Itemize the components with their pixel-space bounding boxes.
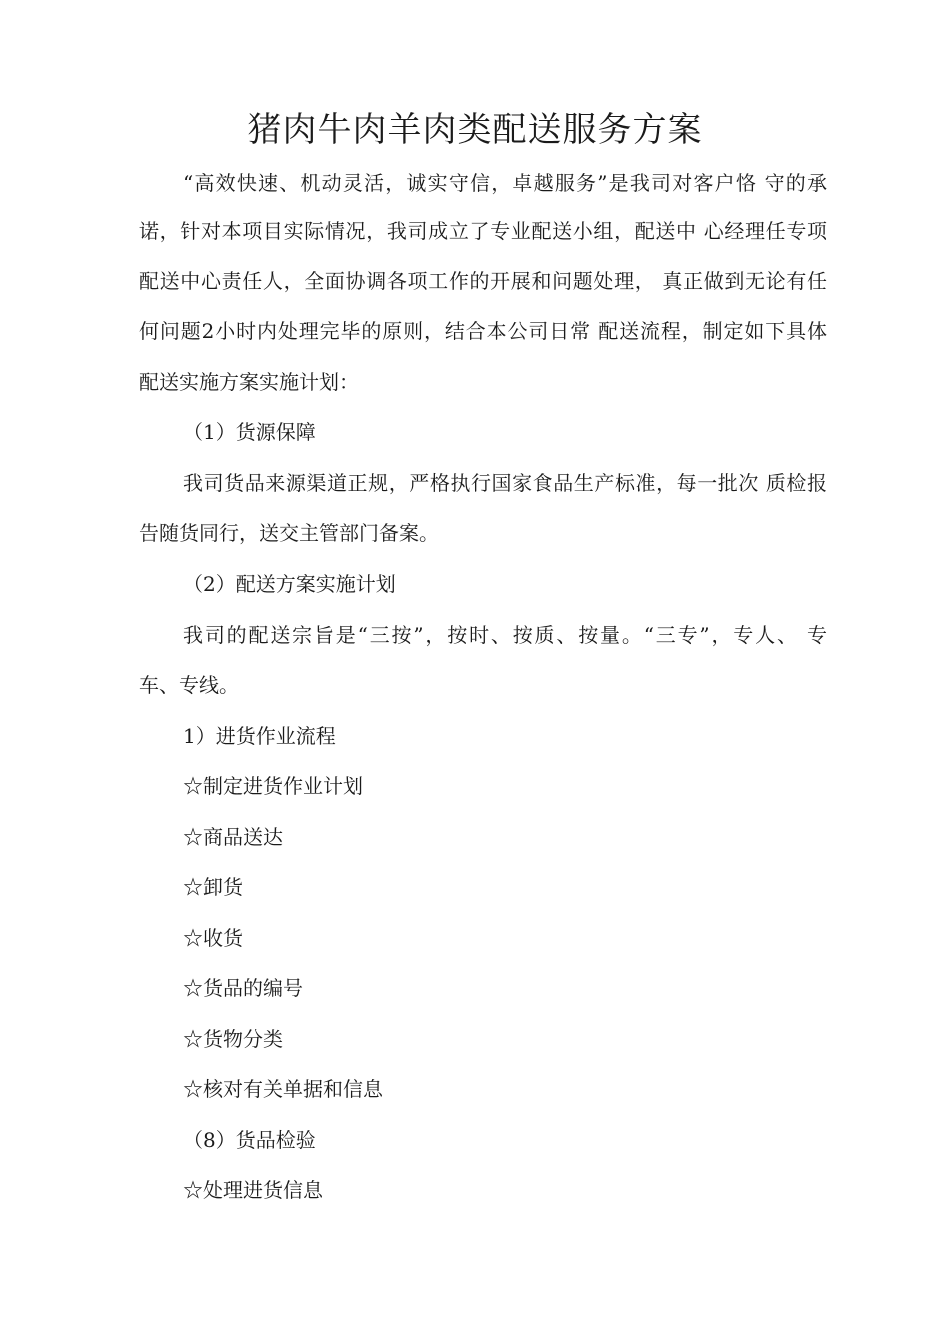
process-item: ☆货物分类 [183,1027,283,1051]
section1-line-2: 告随货同行，送交主管部门备案。 [139,521,439,545]
section1-line-1: 我司货品来源渠道正规，严格执行国家食品生产标准，每一批次 质检报 [183,471,827,495]
section2-line-2: 车、专线。 [139,673,239,697]
section2-heading: （2）配送方案实施计划 [183,572,396,596]
intro-line-2: 诺，针对本项目实际情况，我司成立了专业配送小组，配送中 心经理任专项 [139,219,827,243]
process-item: ☆卸货 [183,875,243,899]
intro-line-5: 配送实施方案实施计划： [139,370,359,394]
process-item: ☆核对有关单据和信息 [183,1077,383,1101]
intro-line-3: 配送中心责任人，全面协调各项工作的开展和问题处理， 真正做到无论有任 [139,269,827,293]
process-item: ☆商品送达 [183,825,283,849]
process-item: （8）货品检验 [183,1128,316,1152]
intro-line-1: “高效快速、机动灵活，诚实守信，卓越服务”是我司对客户恪 守的承 [183,171,827,195]
document-title: 猪肉牛肉羊肉类配送服务方案 [247,110,703,150]
intro-line-4: 何问题2小时内处理完毕的原则，结合本公司日常 配送流程，制定如下具体 [139,319,827,343]
process-item: ☆收货 [183,926,243,950]
process-item: ☆制定进货作业计划 [183,774,363,798]
process-item: ☆货品的编号 [183,976,303,1000]
section2-line-1: 我司的配送宗旨是“三按”，按时、按质、按量。“三专”，专人、 专 [183,623,827,647]
subsection-heading: 1）进货作业流程 [183,724,336,748]
section1-heading: （1）货源保障 [183,420,316,444]
process-item: ☆处理进货信息 [183,1178,323,1202]
